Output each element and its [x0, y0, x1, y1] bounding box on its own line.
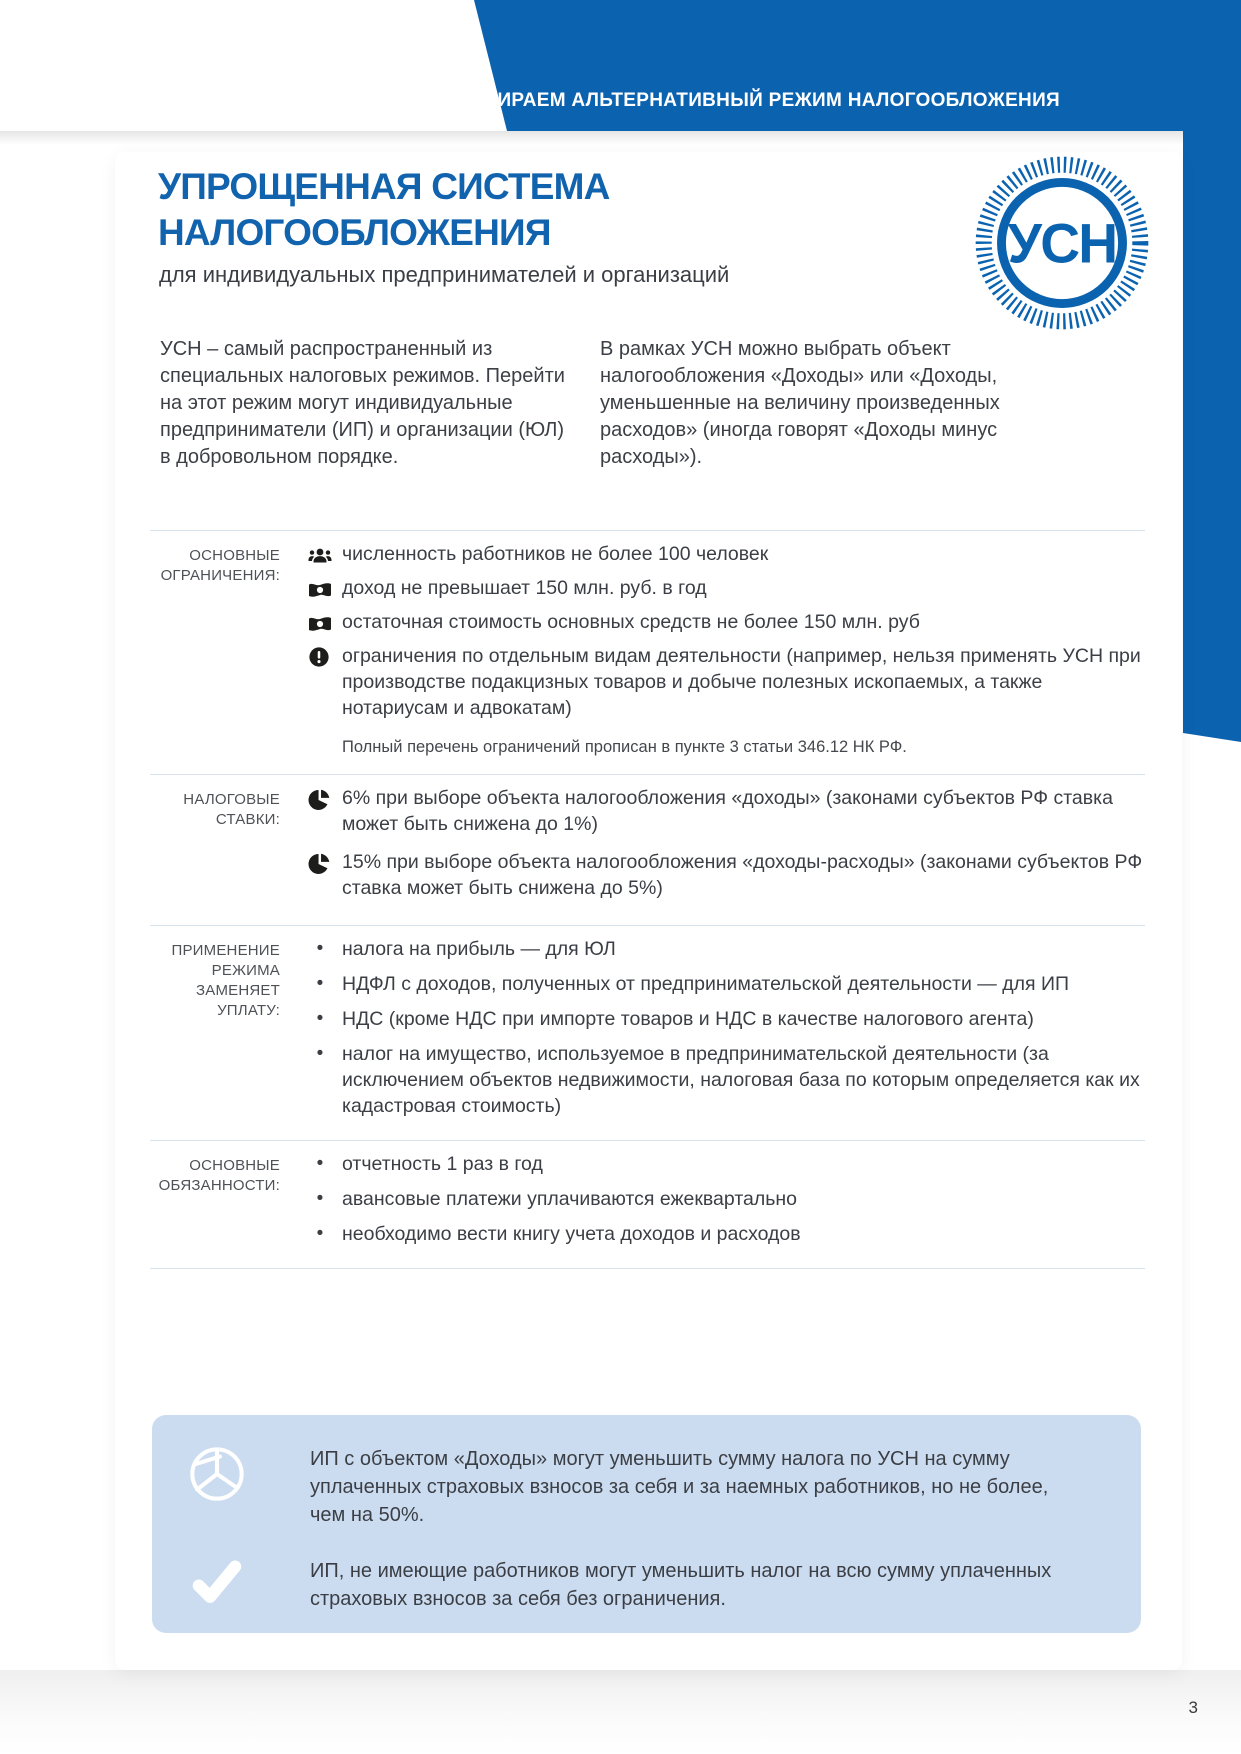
bullet-icon: •	[316, 1188, 324, 1209]
list-item-text: налог на имущество, используемое в предпринимательской деятельности (за исключением объектов недвижимости, налоговая база по которым определяется как их кадастровая стоимость)	[342, 1043, 1140, 1117]
section-content	[280, 785, 1145, 913]
intro-right-paragraph: В рамках УСН можно выбрать объект налогообложения «Доходы» или «Доходы, уменьшенные на величину произведенных расходов» (иногда говорят «Доходы минус расходы»).	[600, 338, 1000, 468]
list-item-text: остаточная стоимость основных средств не более 150 млн. руб	[342, 611, 920, 633]
info-item-text: ИП с объектом «Доходы» могут уменьшить сумму налога по УСН на сумму уплаченных страховых взносов за себя и за наемных работников, но не более, чем на 50%.	[310, 1448, 1049, 1526]
header-banner-text: ВЫБИРАЕМ АЛЬТЕРНАТИВНЫЙ РЕЖИМ НАЛОГООБЛОЖЕНИЯ	[450, 90, 1060, 111]
section-replaces-payment	[150, 925, 1145, 1140]
list-item	[280, 643, 1145, 721]
list-item-text: НДС (кроме НДС при импорте товаров и НДС в качестве налогового агента)	[342, 1008, 1034, 1030]
badge-label: УСН	[1007, 212, 1117, 275]
list-item-text: необходимо вести книгу учета доходов и расходов	[342, 1223, 801, 1245]
section-duties	[150, 1140, 1145, 1269]
bullet-icon: •	[316, 1043, 324, 1064]
section-label: ОСНОВНЫЕ ОГРАНИЧЕНИЯ:	[160, 547, 280, 584]
section-restrictions	[150, 530, 1145, 774]
info-item-text: ИП, не имеющие работников могут уменьшить налог на всю сумму уплаченных страховых взносов за себя без ограничения.	[310, 1560, 1052, 1610]
list-item-text: доход не превышает 150 млн. руб. в год	[342, 577, 707, 599]
list-item	[280, 971, 1145, 997]
page-title	[158, 164, 610, 256]
list-item-text: 15% при выборе объекта налогообложения «доходы-расходы» (законами субъектов РФ ставка может быть снижена до 5%)	[342, 851, 1143, 899]
info-item	[152, 1529, 1141, 1613]
bullet-icon: •	[316, 938, 324, 959]
list-item-text: отчетность 1 раз в год	[342, 1153, 543, 1175]
banknote-icon	[308, 578, 332, 602]
list-item	[280, 609, 1145, 636]
bullet-icon: •	[316, 973, 324, 994]
info-box	[152, 1415, 1141, 1633]
pie-chart-icon	[308, 852, 332, 875]
bullet-icon: •	[316, 1008, 324, 1029]
list-item-text: 6% при выборе объекта налогообложения «доходы» (законами субъектов РФ ставка может быть снижена до 1%)	[342, 787, 1113, 835]
bullet-icon: •	[316, 1153, 324, 1174]
info-item	[152, 1415, 1141, 1529]
list-item	[280, 785, 1145, 837]
page-number: 3	[1188, 1698, 1198, 1717]
section-content	[280, 541, 1145, 762]
donut-chart-icon	[182, 1445, 252, 1503]
right-side-band	[1183, 0, 1241, 742]
section-label: ОСНОВНЫЕ ОБЯЗАННОСТИ:	[158, 1157, 280, 1194]
intro-columns	[160, 336, 1150, 471]
list-item-text: НДФЛ с доходов, полученных от предпринимательской деятельности — для ИП	[342, 973, 1069, 995]
page-title-line2: НАЛОГООБЛОЖЕНИЯ	[158, 212, 551, 253]
page-title-line1: УПРОЩЕННАЯ СИСТЕМА	[158, 166, 610, 207]
list-item-text: численность работников не более 100 человек	[342, 543, 769, 565]
list-item	[280, 1151, 1145, 1177]
intro-left-paragraph: УСН – самый распространенный из специальных налоговых режимов. Перейти на этот режим могут индивидуальные предприниматели (ИП) и организации (ЮЛ) в добровольном порядке.	[160, 338, 565, 468]
sections-table	[150, 530, 1145, 1269]
list-item	[280, 936, 1145, 962]
list-item	[280, 575, 1145, 602]
page-bottom-gradient	[0, 1670, 1241, 1754]
list-item-text: авансовые платежи уплачиваются ежеквартально	[342, 1188, 798, 1210]
section-tax-rates	[150, 774, 1145, 925]
content-card	[115, 152, 1182, 1670]
list-item	[280, 1221, 1145, 1247]
list-item	[280, 1186, 1145, 1212]
list-item	[280, 1041, 1145, 1119]
header-band-shadow	[0, 131, 1241, 145]
restrictions-note: Полный перечень ограничений прописан в пункте 3 статьи 346.12 НК РФ.	[342, 738, 907, 756]
section-content	[280, 1151, 1145, 1256]
list-item	[280, 849, 1145, 901]
check-icon	[182, 1557, 252, 1609]
exclamation-circle-icon	[308, 646, 332, 668]
bullet-icon: •	[316, 1223, 324, 1244]
section-label: НАЛОГОВЫЕ СТАВКИ:	[183, 791, 280, 828]
list-item	[280, 541, 1145, 568]
usn-badge-icon	[973, 154, 1151, 332]
page-subtitle: для индивидуальных предпринимателей и организаций	[159, 262, 730, 287]
section-label: ПРИМЕНЕНИЕ РЕЖИМА ЗАМЕНЯЕТ УПЛАТУ:	[171, 942, 280, 1019]
list-item-text: ограничения по отдельным видам деятельности (например, нельзя применять УСН при производстве подакцизных товаров и добыче полезных ископаемых, а также нотариусам и адвокатам)	[342, 645, 1141, 719]
users-icon	[308, 544, 332, 568]
list-item	[280, 1006, 1145, 1032]
pie-chart-icon	[308, 788, 332, 811]
list-item-text: налога на прибыль — для ЮЛ	[342, 938, 616, 960]
section-content	[280, 936, 1145, 1128]
banknote-icon	[308, 612, 332, 636]
